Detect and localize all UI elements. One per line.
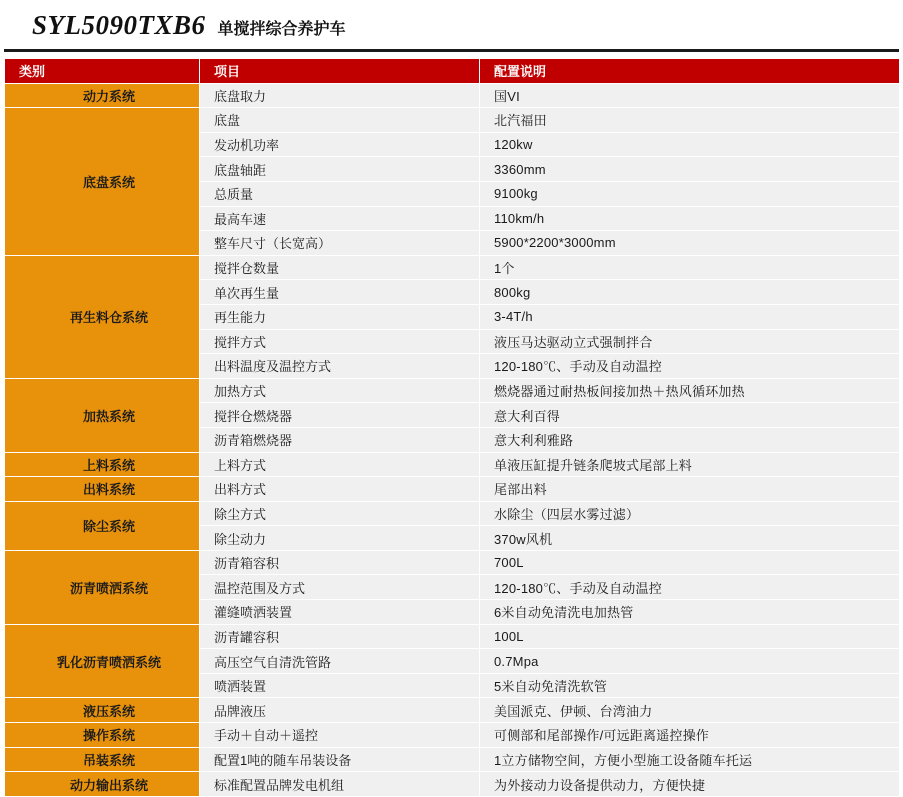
category-cell: 出料系统	[5, 477, 200, 502]
category-cell: 除尘系统	[5, 501, 200, 550]
item-cell: 底盘轴距	[200, 157, 480, 182]
description-cell: 370w风机	[480, 526, 900, 551]
item-cell: 喷洒装置	[200, 673, 480, 698]
description-cell: 单液压缸提升链条爬坡式尾部上料	[480, 452, 900, 477]
description-cell: 燃烧器通过耐热板间接加热＋热风循环加热	[480, 378, 900, 403]
description-cell: 可侧部和尾部操作/可远距离遥控操作	[480, 723, 900, 748]
item-cell: 上料方式	[200, 452, 480, 477]
item-cell: 加热方式	[200, 378, 480, 403]
category-cell: 吊装系统	[5, 747, 200, 772]
item-cell: 灌缝喷洒装置	[200, 600, 480, 625]
item-cell: 出料温度及温控方式	[200, 354, 480, 379]
description-cell: 北汽福田	[480, 108, 900, 133]
category-cell: 加热系统	[5, 378, 200, 452]
table-body	[5, 83, 900, 796]
description-cell: 尾部出料	[480, 477, 900, 502]
table-row	[5, 698, 900, 723]
item-cell: 出料方式	[200, 477, 480, 502]
description-cell: 美国派克、伊顿、台湾油力	[480, 698, 900, 723]
category-cell: 乳化沥青喷洒系统	[5, 624, 200, 698]
item-cell: 发动机功率	[200, 132, 480, 157]
item-cell: 配置1吨的随车吊装设备	[200, 747, 480, 772]
category-cell: 底盘系统	[5, 108, 200, 256]
specification-table	[4, 58, 900, 797]
category-cell: 操作系统	[5, 723, 200, 748]
description-cell: 120kw	[480, 132, 900, 157]
category-cell: 动力系统	[5, 83, 200, 108]
description-cell: 3360mm	[480, 157, 900, 182]
item-cell: 单次再生量	[200, 280, 480, 305]
description-cell: 意大利百得	[480, 403, 900, 428]
description-cell: 1个	[480, 255, 900, 280]
description-cell: 5米自动免清洗软管	[480, 673, 900, 698]
table-row	[5, 477, 900, 502]
description-cell: 国VI	[480, 83, 900, 108]
product-name: 单搅拌综合养护车	[217, 21, 346, 38]
table-row	[5, 83, 900, 108]
item-cell: 总质量	[200, 181, 480, 206]
table-header-row	[5, 59, 900, 84]
table-row	[5, 550, 900, 575]
product-model: SYL5090TXB6	[32, 10, 206, 40]
item-cell: 品牌液压	[200, 698, 480, 723]
item-cell: 除尘动力	[200, 526, 480, 551]
description-cell: 3-4T/h	[480, 304, 900, 329]
description-cell: 水除尘（四层水雾过滤）	[480, 501, 900, 526]
category-cell: 上料系统	[5, 452, 200, 477]
table-row	[5, 108, 900, 133]
table-row	[5, 452, 900, 477]
table-row	[5, 501, 900, 526]
column-header-item: 项目	[200, 59, 480, 84]
table-row	[5, 723, 900, 748]
category-cell: 沥青喷洒系统	[5, 550, 200, 624]
item-cell: 沥青箱燃烧器	[200, 427, 480, 452]
column-header-category: 类别	[5, 59, 200, 84]
table-row	[5, 378, 900, 403]
title-bar	[4, 0, 899, 52]
table-row	[5, 255, 900, 280]
description-cell: 120-180℃、手动及自动温控	[480, 354, 900, 379]
item-cell: 搅拌仓数量	[200, 255, 480, 280]
category-cell: 动力输出系统	[5, 772, 200, 797]
category-cell: 液压系统	[5, 698, 200, 723]
item-cell: 整车尺寸（长宽高）	[200, 231, 480, 256]
description-cell: 120-180℃、手动及自动温控	[480, 575, 900, 600]
item-cell: 底盘取力	[200, 83, 480, 108]
item-cell: 再生能力	[200, 304, 480, 329]
description-cell: 1立方储物空间，方便小型施工设备随车托运	[480, 747, 900, 772]
item-cell: 除尘方式	[200, 501, 480, 526]
description-cell: 110km/h	[480, 206, 900, 231]
description-cell: 为外接动力设备提供动力，方便快捷	[480, 772, 900, 797]
description-cell: 9100kg	[480, 181, 900, 206]
item-cell: 沥青箱容积	[200, 550, 480, 575]
item-cell: 标准配置品牌发电机组	[200, 772, 480, 797]
description-cell: 800kg	[480, 280, 900, 305]
description-cell: 0.7Mpa	[480, 649, 900, 674]
description-cell: 700L	[480, 550, 900, 575]
item-cell: 温控范围及方式	[200, 575, 480, 600]
table-row	[5, 747, 900, 772]
category-cell: 再生料仓系统	[5, 255, 200, 378]
item-cell: 底盘	[200, 108, 480, 133]
table-row	[5, 624, 900, 649]
item-cell: 沥青罐容积	[200, 624, 480, 649]
item-cell: 高压空气自清洗管路	[200, 649, 480, 674]
description-cell: 100L	[480, 624, 900, 649]
column-header-description: 配置说明	[480, 59, 900, 84]
item-cell: 最高车速	[200, 206, 480, 231]
description-cell: 6米自动免清洗电加热管	[480, 600, 900, 625]
description-cell: 5900*2200*3000mm	[480, 231, 900, 256]
item-cell: 手动＋自动＋遥控	[200, 723, 480, 748]
description-cell: 液压马达驱动立式强制拌合	[480, 329, 900, 354]
description-cell: 意大利利雅路	[480, 427, 900, 452]
item-cell: 搅拌仓燃烧器	[200, 403, 480, 428]
item-cell: 搅拌方式	[200, 329, 480, 354]
